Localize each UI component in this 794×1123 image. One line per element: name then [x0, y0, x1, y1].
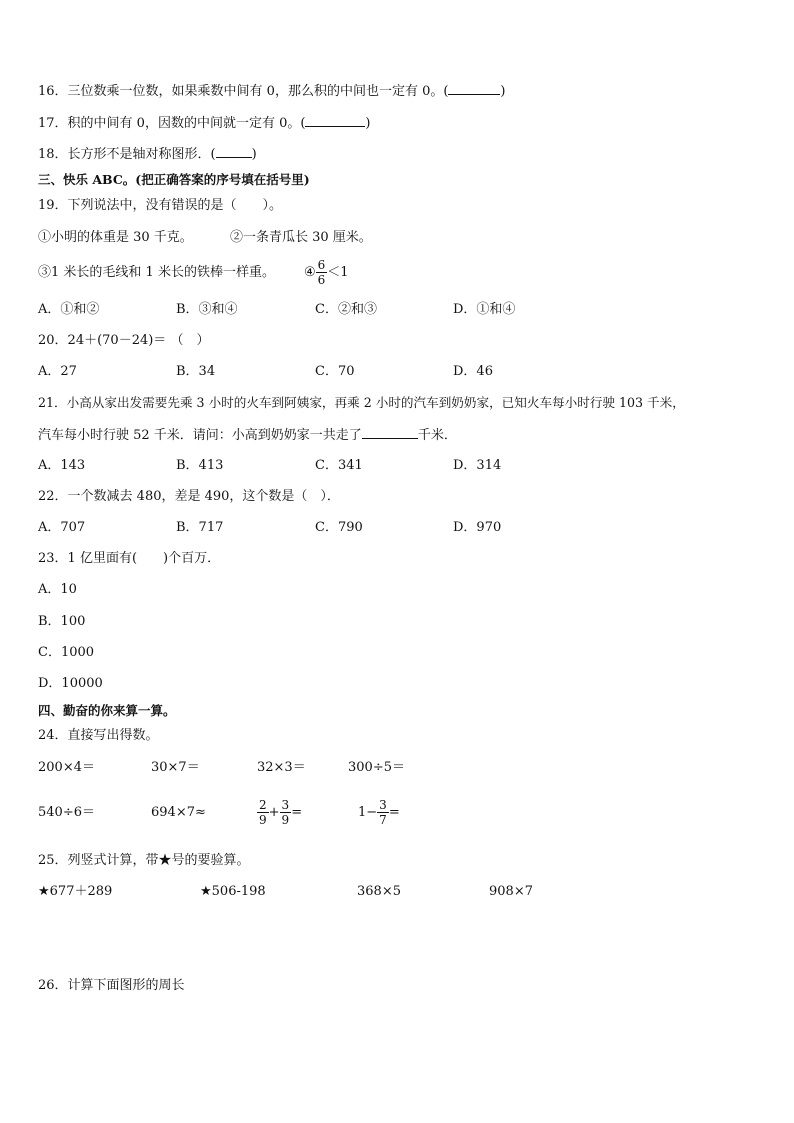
question-21-option-a[interactable]: A．143 [38, 458, 86, 473]
vertical-calc-item: 368×5 [357, 884, 401, 899]
question-19-option-c[interactable]: C．②和③ [315, 302, 377, 317]
question-18-text: 18．长方形不是轴对称图形．( [38, 147, 216, 162]
question-19-statement-4: ④ $\frac{6}{6}$ ＜1 [304, 258, 349, 287]
calc-item-fraction-diff: 1− $\frac{3}{7}$ = [358, 798, 400, 827]
question-20-option-c[interactable]: C．70 [315, 364, 355, 379]
calc-item: 200×4＝ [38, 760, 95, 775]
calc-item: 540÷6＝ [38, 805, 95, 820]
question-23-option-c[interactable]: C．1000 [38, 645, 95, 660]
fraction: $\frac{6}{6}$ [317, 258, 326, 287]
calc-item: 32×3＝ [257, 760, 306, 775]
answer-blank-21[interactable] [362, 426, 418, 439]
calc-item-fraction-sum: $\frac{2}{9}$ + $\frac{3}{9}$ = [259, 798, 303, 827]
answer-blank-17[interactable] [305, 114, 365, 127]
section-4-heading: 四、勤奋的你来算一算。 [38, 703, 176, 718]
question-19-option-b[interactable]: B．③和④ [176, 302, 238, 317]
question-22-stem: 22．一个数减去 480，差是 490，这个数是（ ）． [38, 489, 340, 504]
question-21-option-c[interactable]: C．341 [315, 458, 363, 473]
question-22-option-d[interactable]: D．970 [453, 520, 502, 535]
question-16: 16．三位数乘一位数，如果乘数中间有 0，那么积的中间也一定有 0。( ) [38, 84, 506, 99]
question-23-option-a[interactable]: A．10 [38, 582, 77, 597]
question-19-statement-1: ①小明的体重是 30 千克。 [38, 230, 193, 245]
question-20-option-b[interactable]: B．34 [176, 364, 216, 379]
section-3-heading: 三、快乐 ABC。(把正确答案的序号填在括号里) [38, 172, 310, 187]
question-20-option-d[interactable]: D．46 [453, 364, 493, 379]
question-21-line-2: 汽车每小时行驶 52 千米．请问：小高到奶奶家一共走了 千米． [38, 428, 457, 443]
calc-item: 30×7＝ [151, 760, 200, 775]
question-22-option-c[interactable]: C．790 [315, 520, 363, 535]
question-25-stem: 25．列竖式计算，带★号的要验算。 [38, 853, 250, 868]
question-17: 17．积的中间有 0，因数的中间就一定有 0。( ) [38, 116, 371, 131]
calc-item: 694×7≈ [151, 805, 206, 820]
question-18: 18．长方形不是轴对称图形．( ) [38, 147, 257, 162]
vertical-calc-item: 908×7 [489, 884, 533, 899]
vertical-calc-item: ★506-198 [200, 884, 266, 899]
question-19-option-d[interactable]: D．①和④ [453, 302, 516, 317]
question-19-statement-2: ②一条青瓜长 30 厘米。 [230, 230, 372, 245]
question-23-option-b[interactable]: B．100 [38, 614, 86, 629]
question-22-option-a[interactable]: A．707 [38, 520, 86, 535]
vertical-calc-item: ★677＋289 [38, 884, 113, 899]
question-19-statement-3: ③1 米长的毛线和 1 米长的铁棒一样重。 [38, 265, 275, 280]
question-19-option-a[interactable]: A．①和② [38, 302, 100, 317]
question-21-option-b[interactable]: B．413 [176, 458, 224, 473]
question-26-stem: 26．计算下面图形的周长 [38, 978, 185, 993]
question-21-line-1: 21．小高从家出发需要先乘 3 小时的火车到阿姨家，再乘 2 小时的汽车到奶奶家，已知火车每小时行驶 103 千米， [38, 395, 685, 410]
answer-blank-18[interactable] [216, 145, 252, 158]
question-19-stem: 19．下列说法中，没有错误的是（ ）。 [38, 198, 283, 213]
question-24-stem: 24．直接写出得数。 [38, 728, 159, 743]
question-17-text: 17．积的中间有 0，因数的中间就一定有 0。( [38, 116, 306, 131]
question-20-stem: 20．24＋(70－24)＝ （ ） [38, 333, 210, 348]
question-23-stem: 23．1 亿里面有( )个百万． [38, 551, 221, 566]
answer-blank-16[interactable] [448, 82, 500, 95]
question-16-text: 16．三位数乘一位数，如果乘数中间有 0，那么积的中间也一定有 0。( [38, 84, 449, 99]
question-21-option-d[interactable]: D．314 [453, 458, 502, 473]
question-20-option-a[interactable]: A．27 [38, 364, 77, 379]
question-23-option-d[interactable]: D．10000 [38, 676, 103, 691]
calc-item: 300÷5＝ [348, 760, 405, 775]
question-22-option-b[interactable]: B．717 [176, 520, 224, 535]
